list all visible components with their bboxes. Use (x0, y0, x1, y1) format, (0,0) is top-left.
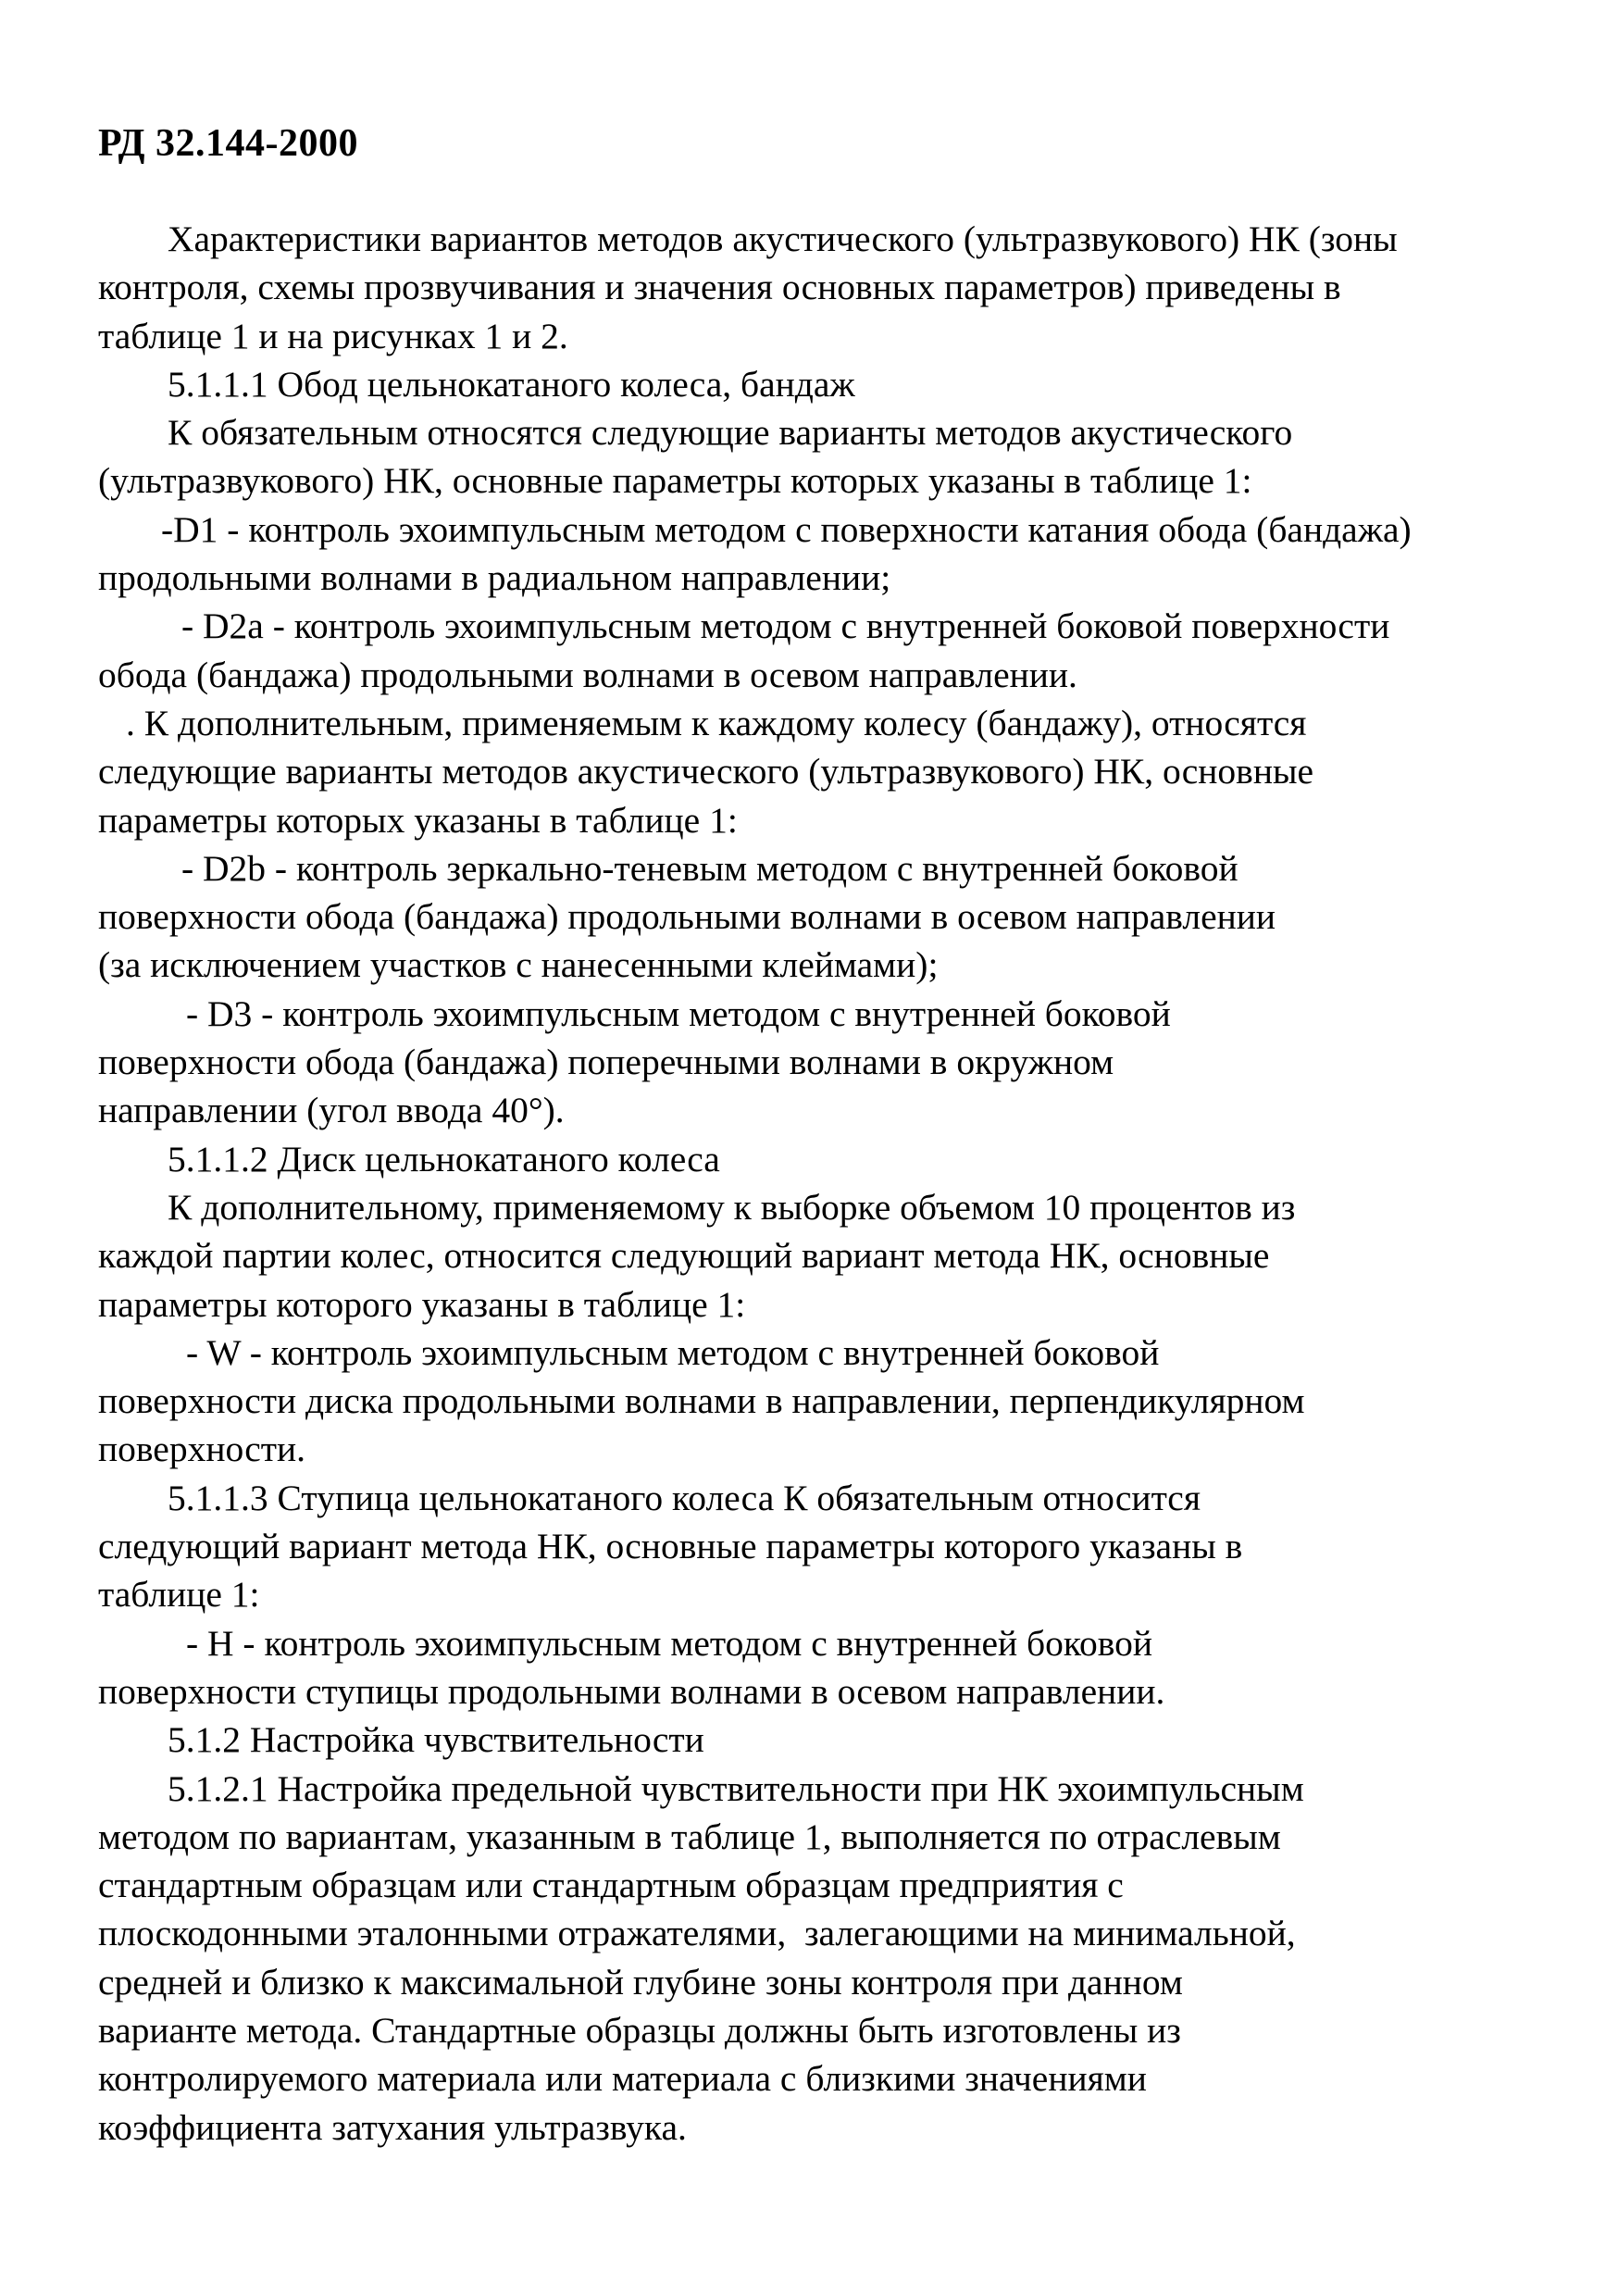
text-line: плоскодонными эталонными отражателями, залегающими на минимальной, (98, 1913, 1296, 1954)
text-line: . К дополнительным, применяемым к каждому колесу (бандажу), относятся (126, 702, 1307, 743)
text-line: -D1 - контроль эхоимпульсным методом с поверхности катания обода (бандажа) (161, 508, 1412, 550)
text-line: К обязательным относятся следующие варианты методов акустического (168, 412, 1293, 454)
text-line: следующий вариант метода НК, основные параметры которого указаны в (98, 1526, 1243, 1567)
text-line: средней и близко к максимальной глубине зоны контроля при данном (98, 1961, 1183, 2003)
text-line: каждой партии колес, относится следующий вариант метода НК, основные (98, 1235, 1270, 1277)
text-line: - D2a - контроль эхоимпульсным методом с внутренней боковой поверхности (181, 605, 1390, 647)
text-line: - W - контроль эхоимпульсным методом с внутренней боковой (186, 1331, 1160, 1373)
text-line: контролируемого материала или материала с близкими значениями (98, 2058, 1147, 2100)
text-line: таблице 1 и на рисунках 1 и 2. (98, 315, 568, 356)
text-line: направлении (угол ввода 40°). (98, 1090, 565, 1131)
text-line: параметры которого указаны в таблице 1: (98, 1283, 746, 1325)
text-line: методом по вариантам, указанным в таблице 1, выполняется по отраслевым (98, 1816, 1281, 1857)
text-line: параметры которых указаны в таблице 1: (98, 799, 738, 841)
text-line: - D2b - контроль зеркально-теневым методом с внутренней боковой (181, 847, 1238, 889)
text-line: - H - контроль эхоимпульсным методом с внутренней боковой (186, 1622, 1153, 1664)
text-line: поверхности обода (бандажа) продольными волнами в осевом направлении (98, 896, 1276, 938)
text-line: 5.1.2 Настройка чувствительности (168, 1719, 704, 1761)
text-line: поверхности диска продольными волнами в направлении, перпендикулярном (98, 1380, 1305, 1422)
text-line: поверхности ступицы продольными волнами в осевом направлении. (98, 1670, 1165, 1712)
text-line: Характеристики вариантов методов акустического (ультразвукового) НК (зоны (168, 218, 1398, 259)
text-line: обода (бандажа) продольными волнами в осевом направлении. (98, 654, 1077, 695)
text-line: 5.1.1.2 Диск цельнокатаного колеса (168, 1138, 720, 1179)
text-line: 5.1.1.1 Обод цельнокатаного колеса, бандаж (168, 363, 855, 405)
text-line: (за исключением участков с нанесенными клеймами); (98, 944, 939, 986)
text-line: контроля, схемы прозвучивания и значения основных параметров) приведены в (98, 267, 1341, 308)
text-line: поверхности. (98, 1429, 306, 1470)
text-line: (ультразвукового) НК, основные параметры которых указаны в таблице 1: (98, 460, 1252, 502)
text-line: 5.1.1.3 Ступица цельнокатаного колеса К обязательным относится (168, 1477, 1201, 1518)
text-line: варианте метода. Стандартные образцы должны быть изготовлены из (98, 2009, 1181, 2051)
text-line: следующие варианты методов акустического (ультразвукового) НК, основные (98, 751, 1314, 792)
document-body (98, 215, 1542, 2152)
text-line: - D3 - контроль эхоимпульсным методом с внутренней боковой (186, 992, 1171, 1034)
text-line: продольными волнами в радиальном направлении; (98, 557, 891, 599)
text-line: стандартным образцам или стандартным образцам предприятия с (98, 1865, 1124, 1906)
text-line: таблице 1: (98, 1574, 260, 1616)
text-line: К дополнительному, применяемому к выборке объемом 10 процентов из (168, 1186, 1296, 1228)
text-line: 5.1.2.1 Настройка предельной чувствительности при НК эхоимпульсным (168, 1767, 1304, 1809)
text-line: коэффициента затухания ультразвука. (98, 2106, 687, 2148)
text-line: поверхности обода (бандажа) поперечными волнами в окружном (98, 1042, 1114, 1083)
document-code-header: РД 32.144-2000 (98, 122, 359, 165)
